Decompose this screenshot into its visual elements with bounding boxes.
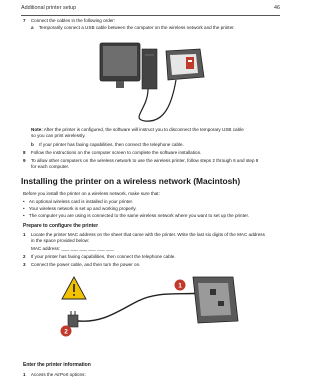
page-header xyxy=(21,5,280,16)
enter-info-step-1 xyxy=(23,372,86,378)
warning-icon xyxy=(62,277,86,299)
callout-1-text: 1 xyxy=(178,282,182,290)
callout-1-badge xyxy=(175,280,186,291)
printer-side-icon xyxy=(193,277,238,323)
step-number: 8 xyxy=(23,150,26,155)
computer-monitor-icon xyxy=(100,43,140,88)
subsection-title-prepare: Prepare to configure the printer xyxy=(23,223,99,229)
note-text-line1: After the printer is configured, the software will instruct you to disconnect the temporary USB cable xyxy=(43,127,244,132)
step-number: 1 xyxy=(23,232,26,237)
prepare-step-3 xyxy=(23,262,140,268)
step-text: Follow the instructions on the computer screen to complete the software installation. xyxy=(30,150,202,155)
step-7b xyxy=(31,142,184,148)
bullet-item xyxy=(23,213,249,219)
step-number: 1 xyxy=(23,372,26,377)
step-text: If your printer has faxing capabilities, then connect the telephone cable. xyxy=(39,142,184,147)
step-9-text-line2: for each computer. xyxy=(31,164,70,169)
header-section-title: Additional printer setup xyxy=(21,5,77,11)
power-connection-illustration xyxy=(58,271,243,351)
section-intro: Before you install the printer on a wireless network, make sure that: xyxy=(23,191,160,196)
step-letter: a xyxy=(31,25,34,30)
step-text-line1: Locate the printer MAC address on the sheet that came with the printer. Write the last six digits of the MAC address xyxy=(30,232,265,237)
step-number: 9 xyxy=(23,158,26,163)
usb-connection-illustration xyxy=(90,33,215,125)
step-text-line1: To allow other computers on the wireless network to use the wireless printer, follow steps 2 through 6 and step 8 xyxy=(30,158,259,163)
step-number: 2 xyxy=(23,254,26,259)
bullet-text: An optional wireless card is installed in your printer. xyxy=(28,199,134,204)
step-text: Access the AirPort options: xyxy=(30,372,86,377)
printer-icon xyxy=(166,49,204,80)
bullet-item xyxy=(23,206,137,212)
bullet-icon: • xyxy=(23,213,25,218)
bullet-text: Your wireless network is set up and working properly. xyxy=(28,206,137,211)
bullet-text: The computer you are using is connected to the same wireless network where you want to set up the printer. xyxy=(28,213,249,218)
callout-2-text: 2 xyxy=(64,328,68,336)
prepare-step-2 xyxy=(23,254,176,260)
step-number: 3 xyxy=(23,262,26,267)
note-label: Note: xyxy=(31,127,43,132)
computer-tower-icon xyxy=(142,49,157,89)
step-8 xyxy=(23,150,201,156)
callout-2-badge xyxy=(61,326,72,337)
prepare-step-1-line2: in the space provided below: xyxy=(31,238,90,243)
section-title: Installing the printer on a wireless network (Macintosh) xyxy=(21,176,241,186)
power-plug-icon xyxy=(68,311,78,327)
bullet-item xyxy=(23,199,133,205)
step-7a xyxy=(31,25,235,31)
step-number: 7 xyxy=(23,18,26,23)
step-text: Connect the power cable, and then turn the power on. xyxy=(30,262,141,267)
bullet-icon: • xyxy=(23,199,25,204)
step-text: Temporarily connect a USB cable between the computer on the wireless network and the printer. xyxy=(38,25,235,30)
step-text: If your printer has faxing capabilities, then connect the telephone cable. xyxy=(30,254,176,259)
step-letter: b xyxy=(31,142,34,147)
mac-address-field: MAC address: ___ ___ ___ ___ ___ ___ xyxy=(31,246,114,251)
subsection-title-enter-info: Enter the printer information xyxy=(23,362,91,368)
step-text: Connect the cables in the following order: xyxy=(30,18,116,23)
step-7 xyxy=(23,18,115,24)
page-number: 46 xyxy=(274,5,280,11)
note-text-line2: so you can print wirelessly. xyxy=(31,133,86,138)
power-cable-icon xyxy=(78,293,203,321)
bullet-icon: • xyxy=(23,206,25,211)
